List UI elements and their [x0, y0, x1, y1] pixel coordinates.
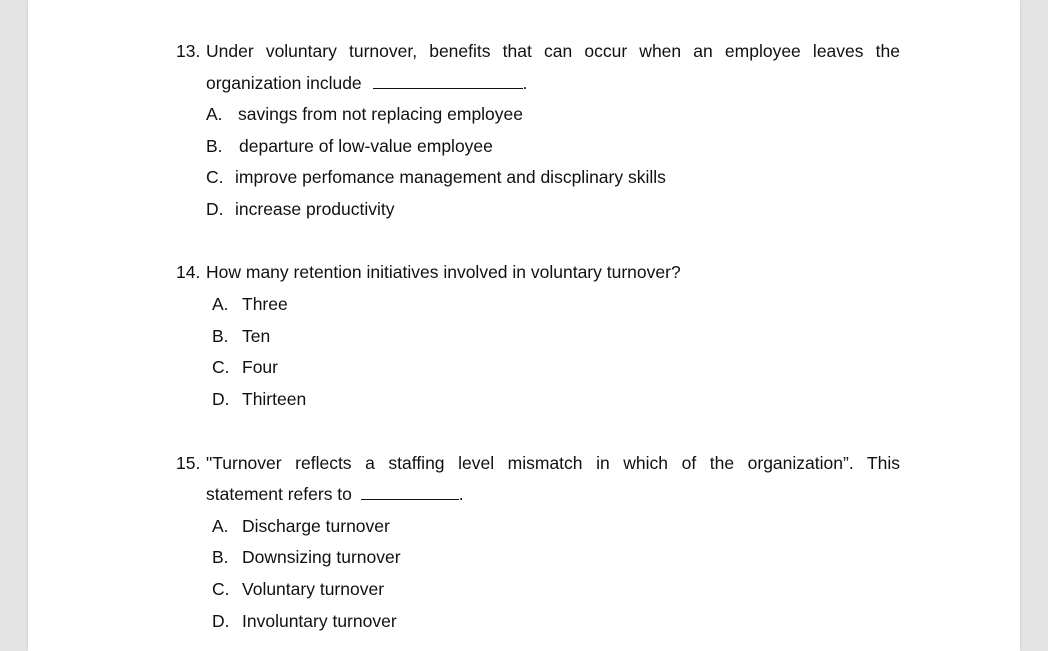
option-letter: C. [212, 357, 230, 377]
option-text: Discharge turnover [242, 516, 390, 536]
option [212, 610, 397, 632]
question-number: 15. [176, 453, 201, 473]
question-number: 14. [176, 262, 201, 282]
question-text-continued [206, 72, 527, 94]
option-letter: C. [212, 579, 230, 599]
option-text: increase productivity [235, 199, 395, 219]
option [206, 135, 493, 157]
option-text: departure of low-value employee [239, 136, 493, 156]
option-letter: B. [212, 547, 229, 567]
question-text-continued [206, 483, 464, 505]
option-text: Voluntary turnover [242, 579, 385, 599]
document-page [28, 0, 1020, 651]
option-text: Involuntary turnover [242, 611, 397, 631]
answer-blank [361, 485, 459, 500]
option [212, 293, 288, 315]
option-letter: B. [212, 326, 229, 346]
question-number: 13. [176, 41, 201, 61]
option-text: Thirteen [242, 389, 307, 409]
option-letter: A. [212, 516, 229, 536]
option-text: Downsizing turnover [242, 547, 401, 567]
option [206, 198, 395, 220]
option-letter: D. [212, 389, 230, 409]
question-text-suffix: . [522, 73, 528, 93]
option [212, 578, 384, 600]
option-text: Three [242, 294, 288, 314]
option-text: Four [242, 357, 278, 377]
option-letter: C. [206, 167, 224, 187]
question-text-suffix: . [458, 484, 464, 504]
option [212, 356, 278, 378]
option [206, 103, 523, 125]
question-text-prefix: statement refers to [206, 484, 352, 504]
question-text-prefix: organization include [206, 73, 362, 93]
option-letter: D. [212, 611, 230, 631]
answer-blank [373, 74, 523, 89]
option [212, 546, 401, 568]
option-letter: A. [212, 294, 229, 314]
option-letter: D. [206, 199, 224, 219]
option-text: Ten [242, 326, 271, 346]
option-text: improve perfomance management and discplinary skills [235, 167, 666, 187]
option [212, 515, 390, 537]
question-text: "Turnover reflects a staffing level mismatch in which of the organization”. This [206, 453, 900, 473]
option-letter: B. [206, 136, 223, 156]
option-letter: A. [206, 104, 223, 124]
option [212, 325, 270, 347]
question-text: How many retention initiatives involved in voluntary turnover? [206, 262, 681, 282]
option [212, 388, 306, 410]
option-text: savings from not replacing employee [238, 104, 524, 124]
question-text: Under voluntary turnover, benefits that can occur when an employee leaves the [206, 41, 900, 61]
option [206, 166, 666, 188]
